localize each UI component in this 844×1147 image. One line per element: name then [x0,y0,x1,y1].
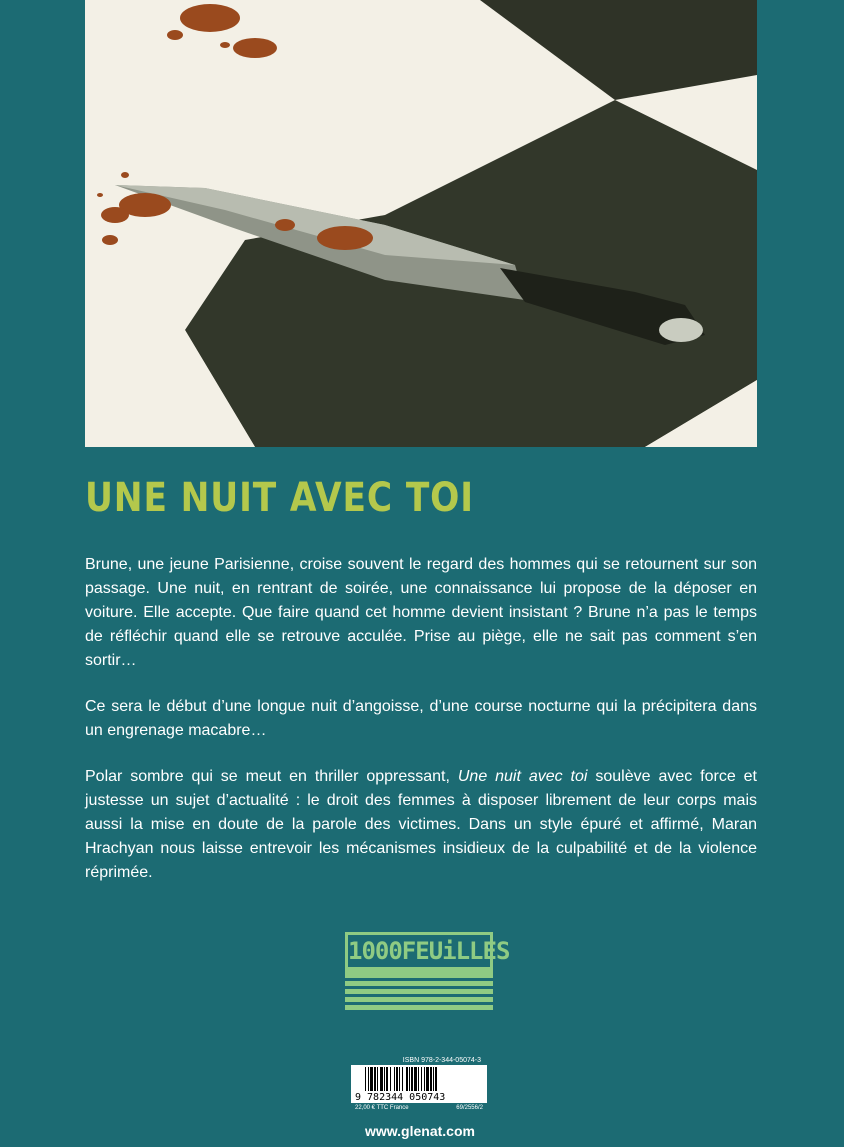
logo-stripe [345,978,493,981]
barcode-bar [390,1067,391,1091]
book-title: UNE NUIT AVEC TOI [85,475,474,521]
price-line [351,1103,487,1113]
barcode [351,1065,487,1103]
barcode-bars [351,1065,487,1103]
barcode-bar [386,1067,388,1091]
barcode-bar [394,1067,395,1091]
blurb-paragraph-3-start: Polar sombre qui se meut en thriller oppressant, [85,768,458,785]
knife-illustration [85,0,757,447]
blurb-paragraph-3-end: soulève avec force et justesse un sujet d’actualité : le droit des femmes à disposer librement de leur corps mais aussi la mise en doute de la parole des victimes. Dans un style épuré et affirmé, Maran Hrachyan nous laisse entrevoir les mécanismes insidieux de la culpabilité et de la violence réprimée. [85,768,758,881]
logo-stripe [345,1002,493,1005]
barcode-bar [411,1067,413,1091]
barcode-bar [396,1067,398,1091]
barcode-bar [424,1067,425,1091]
barcode-bar [433,1067,434,1091]
barcode-bar [421,1067,422,1091]
barcode-bar [380,1067,383,1091]
barcode-bar [365,1067,366,1091]
imprint-logo-text: 1000FEUiLLES [345,932,493,970]
barcode-block [351,1056,487,1116]
barcode-bar [418,1067,419,1091]
publisher-imprint-logo [345,932,510,1010]
logo-stripe [345,994,493,997]
blurb-text [85,553,757,907]
barcode-bar [368,1067,369,1091]
logo-stripe [345,986,493,989]
blurb-paragraph-2: Ce sera le début d’une longue nuit d’angoisse, d’une course nocturne qui la précipitera dans un engrenage macabre… [85,698,757,739]
barcode-bar [384,1067,385,1091]
product-code: 69/2556/2 [456,1105,483,1111]
isbn-number: ISBN 978-2-344-05074-3 [402,1057,481,1064]
barcode-bar [430,1067,432,1091]
publisher-url: www.glenat.com [365,1123,475,1139]
barcode-bar [402,1067,403,1091]
book-title-italic: Une nuit avec toi [457,768,588,785]
blurb-paragraph-1: Brune, une jeune Parisienne, croise souvent le regard des hommes qui se retournent sur son passage. Une nuit, en rentrant de soirée, une connaissance lui propose de la déposer en voiture. Elle accepte. Que faire quand cet homme devient insistant ? Brune n’a pas le temps de réfléchir quand elle se retrouve acculée. Prise au piège, elle ne sait pas comment s’en sortir… [85,556,757,669]
barcode-bar [374,1067,376,1091]
barcode-bar [409,1067,410,1091]
barcode-bar [414,1067,417,1091]
barcode-bar [435,1067,437,1091]
barcode-bar [377,1067,378,1091]
barcode-bar [399,1067,400,1091]
price: 22,00 € TTC France [355,1105,409,1111]
cover-artwork [85,0,757,447]
blurb-paragraph-3 [85,765,757,885]
barcode-bar [370,1067,373,1091]
barcode-bar [406,1067,408,1091]
barcode-bar [426,1067,429,1091]
barcode-digits: 9 782344 050743 [355,1092,446,1103]
